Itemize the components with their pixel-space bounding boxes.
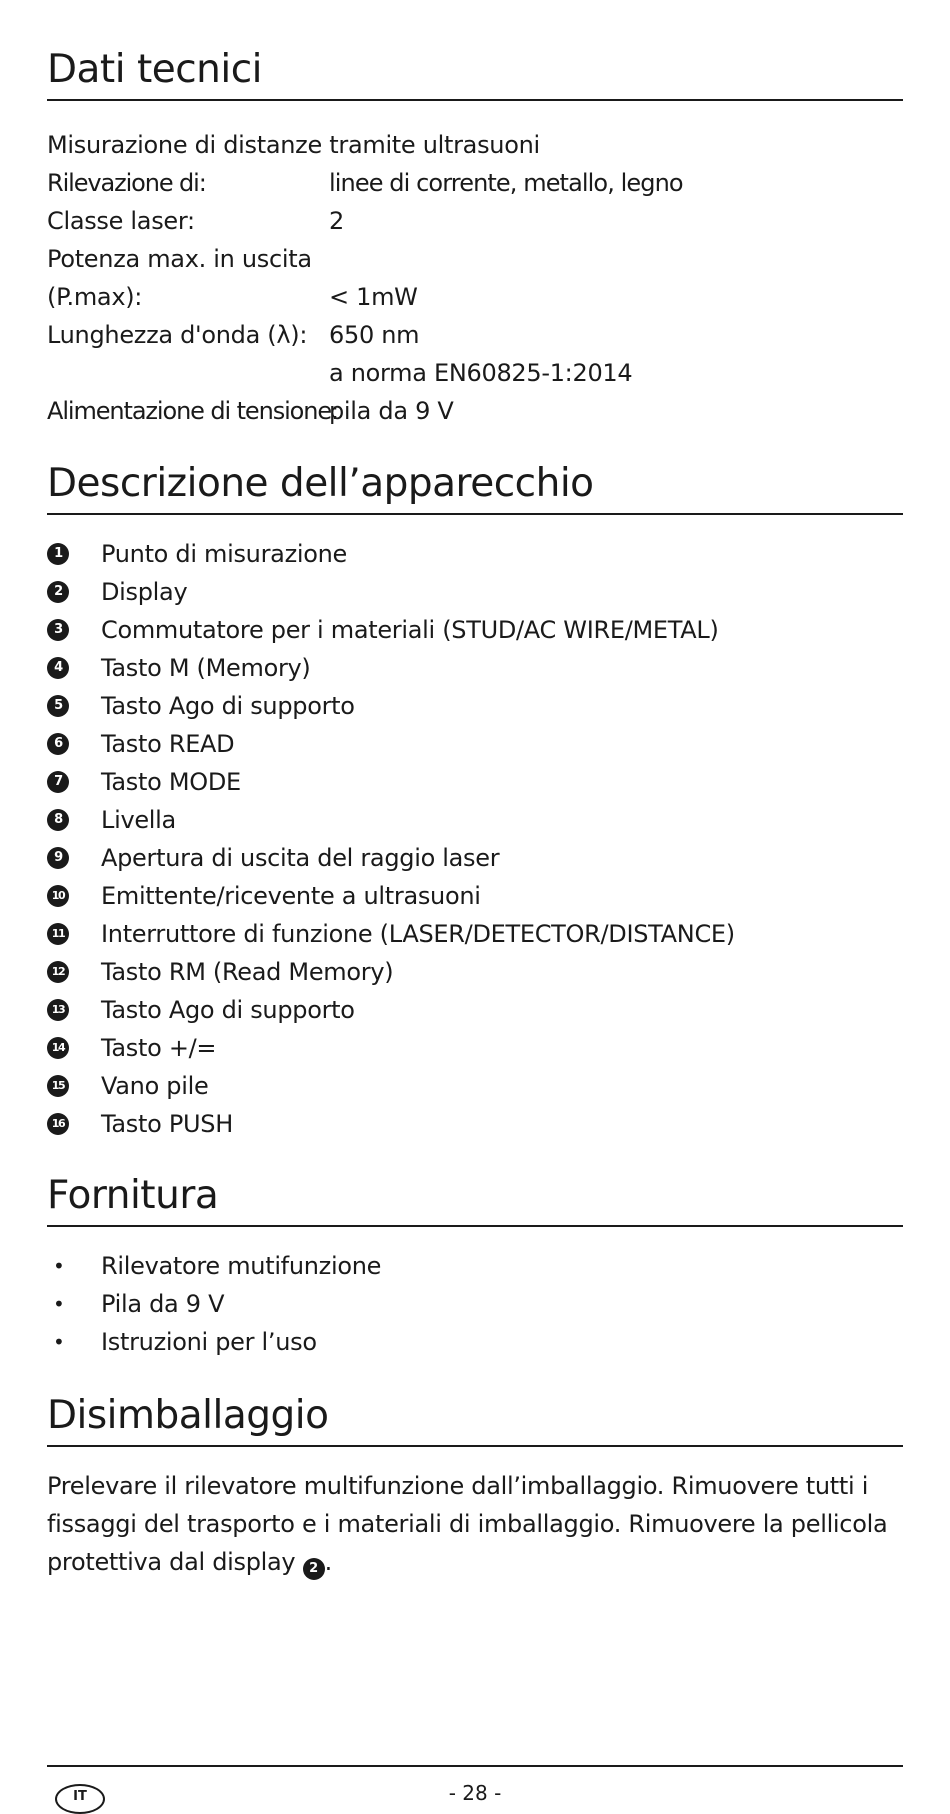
description-item <box>47 801 903 839</box>
item-text: Interruttore di funzione (LASER/DETECTOR/DISTANCE) <box>101 920 735 948</box>
item-marker <box>47 809 101 831</box>
description-item <box>47 839 903 877</box>
number-badge: 14 <box>47 1037 69 1059</box>
supply-item <box>47 1247 903 1285</box>
unpacking-text-end: . <box>324 1548 332 1576</box>
heading-fornitura: Fornitura <box>47 1173 903 1227</box>
unpacking-paragraph <box>47 1467 907 1581</box>
spec-row <box>47 278 903 316</box>
spec-value: pila da 9 V <box>329 397 454 425</box>
spec-value: 2 <box>329 207 344 235</box>
number-badge: 15 <box>47 1075 69 1097</box>
number-badge: 9 <box>47 847 69 869</box>
item-text: Tasto MODE <box>101 768 241 796</box>
description-item <box>47 991 903 1029</box>
item-text: Istruzioni per l’uso <box>101 1328 317 1356</box>
supply-list <box>47 1247 903 1361</box>
number-badge: 1 <box>47 543 69 565</box>
item-marker <box>47 923 101 945</box>
description-list <box>47 535 903 1143</box>
number-badge: 3 <box>47 619 69 641</box>
description-item <box>47 877 903 915</box>
spec-row <box>47 392 903 430</box>
item-marker <box>47 1075 101 1097</box>
description-item <box>47 649 903 687</box>
item-marker <box>47 1113 101 1135</box>
unpacking-text: Prelevare il rilevatore multifunzione dall’imballaggio. Rimuovere tutti i fissaggi del trasporto e i materiali di imballaggio. Rimuovere la pellicola protettiva dal display <box>47 1472 888 1576</box>
bullet-marker <box>47 1247 101 1285</box>
item-marker <box>47 847 101 869</box>
description-item <box>47 573 903 611</box>
bullet-marker <box>47 1323 101 1361</box>
description-item <box>47 535 903 573</box>
item-text: Tasto READ <box>101 730 235 758</box>
spec-row <box>47 164 903 202</box>
heading-disimballaggio: Disimballaggio <box>47 1393 903 1447</box>
spec-value: linee di corrente, metallo, legno <box>329 169 683 197</box>
tech-spec-table <box>47 164 903 430</box>
item-text: Apertura di uscita del raggio laser <box>101 844 500 872</box>
tech-intro: Misurazione di distanze tramite ultrasuoni <box>47 131 540 159</box>
item-text: Display <box>101 578 188 606</box>
spec-row <box>47 316 903 354</box>
item-text: Tasto PUSH <box>101 1110 233 1138</box>
description-item <box>47 1029 903 1067</box>
spec-label: (P.max): <box>47 283 143 311</box>
number-badge: 5 <box>47 695 69 717</box>
description-item <box>47 687 903 725</box>
item-text: Rilevatore mutifunzione <box>101 1252 382 1280</box>
description-item <box>47 1105 903 1143</box>
display-ref-badge: 2 <box>303 1558 325 1580</box>
spec-label: Lunghezza d'onda (λ): <box>47 321 308 349</box>
spec-value <box>329 240 903 278</box>
bullet-icon: • <box>53 1292 65 1316</box>
item-text: Tasto M (Memory) <box>101 654 311 682</box>
bullet-marker <box>47 1285 101 1323</box>
bullet-icon: • <box>53 1254 65 1278</box>
item-marker <box>47 1037 101 1059</box>
heading-descrizione: Descrizione dell’apparecchio <box>47 461 903 515</box>
item-marker <box>47 657 101 679</box>
spec-label: Rilevazione di: <box>47 169 206 197</box>
spec-value: 650 nm <box>329 321 420 349</box>
item-marker <box>47 961 101 983</box>
spec-row <box>47 202 903 240</box>
spec-value: < 1mW <box>329 283 418 311</box>
number-badge: 8 <box>47 809 69 831</box>
spec-label: Classe laser: <box>47 207 195 235</box>
item-marker <box>47 885 101 907</box>
spec-value: a norma EN60825-1:2014 <box>329 359 633 387</box>
item-text: Commutatore per i materiali (STUD/AC WIRE/METAL) <box>101 616 719 644</box>
item-text: Tasto +/= <box>101 1034 217 1062</box>
number-badge: 13 <box>47 999 69 1021</box>
number-badge: 4 <box>47 657 69 679</box>
item-text: Emittente/ricevente a ultrasuoni <box>101 882 481 910</box>
description-item <box>47 1067 903 1105</box>
number-badge: 2 <box>47 581 69 603</box>
description-item <box>47 763 903 801</box>
spec-row <box>47 354 903 392</box>
item-marker <box>47 999 101 1021</box>
heading-dati-tecnici: Dati tecnici <box>47 47 903 101</box>
description-item <box>47 611 903 649</box>
item-text: Pila da 9 V <box>101 1290 225 1318</box>
item-marker <box>47 581 101 603</box>
page-number: - 28 - <box>448 1781 502 1805</box>
description-item <box>47 915 903 953</box>
spec-row <box>47 240 903 278</box>
item-text: Tasto Ago di supporto <box>101 692 355 720</box>
spec-label <box>47 354 329 392</box>
item-text: Tasto Ago di supporto <box>101 996 355 1024</box>
number-badge: 11 <box>47 923 69 945</box>
description-item <box>47 725 903 763</box>
item-text: Punto di misurazione <box>101 540 347 568</box>
item-text: Tasto RM (Read Memory) <box>101 958 394 986</box>
number-badge: 16 <box>47 1113 69 1135</box>
footer-divider <box>47 1765 903 1767</box>
number-badge: 6 <box>47 733 69 755</box>
item-marker <box>47 619 101 641</box>
number-badge: 7 <box>47 771 69 793</box>
bullet-icon: • <box>53 1330 65 1354</box>
item-marker <box>47 771 101 793</box>
number-badge: 10 <box>47 885 69 907</box>
item-marker <box>47 695 101 717</box>
item-text: Vano pile <box>101 1072 209 1100</box>
item-marker <box>47 733 101 755</box>
spec-label: Potenza max. in uscita <box>47 245 312 273</box>
spec-label: Alimentazione di tensione: <box>47 397 339 425</box>
description-item <box>47 953 903 991</box>
item-text: Livella <box>101 806 176 834</box>
number-badge: 12 <box>47 961 69 983</box>
supply-item <box>47 1285 903 1323</box>
manual-page <box>47 0 903 1581</box>
item-marker <box>47 543 101 565</box>
supply-item <box>47 1323 903 1361</box>
language-badge: IT <box>55 1784 105 1814</box>
